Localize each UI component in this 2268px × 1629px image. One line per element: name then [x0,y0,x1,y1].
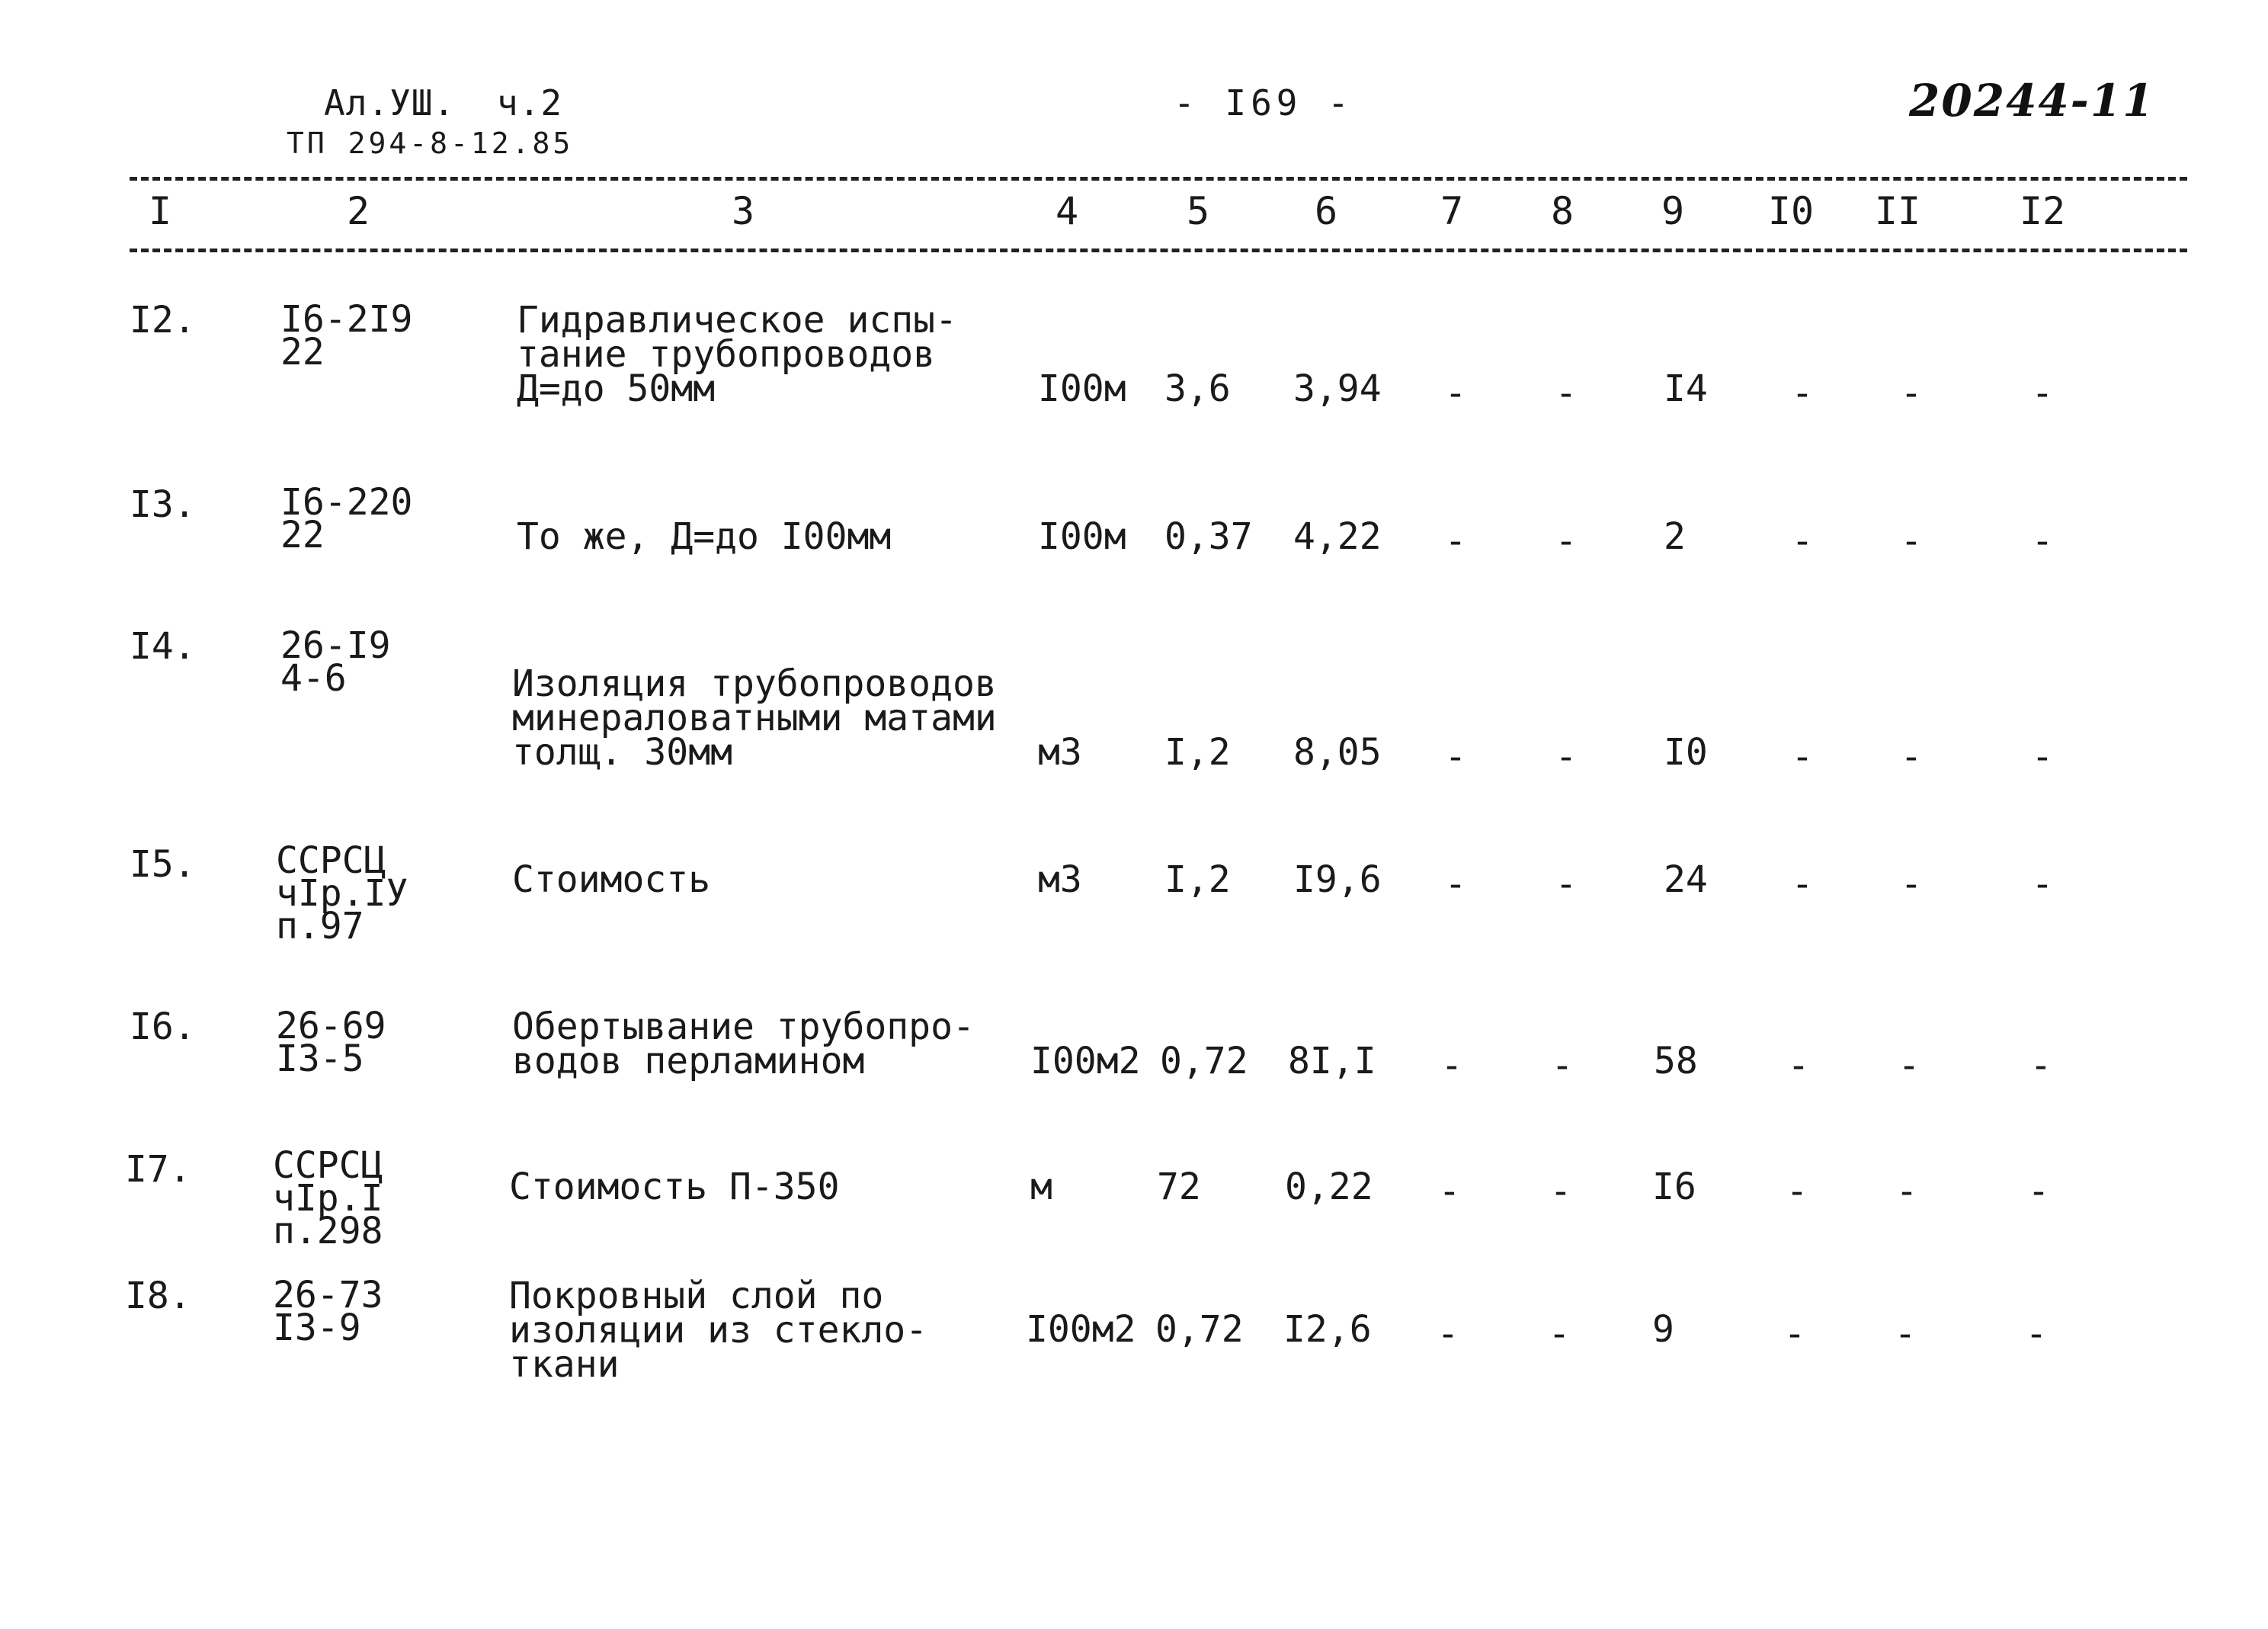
unit-rate: 8,05 [1293,731,1382,774]
quantity: 0,72 [1155,1308,1244,1351]
header-top-rule [130,177,2187,181]
column-7-value: - [1440,1044,1463,1087]
column-number: 2 [346,189,370,233]
header-bottom-rule [130,249,2187,252]
column-12-value: - [2031,520,2054,563]
column-10-value: - [1786,1170,1808,1213]
column-number: 7 [1440,189,1464,233]
quantity: 72 [1157,1166,1201,1208]
work-description: Обертывание трубопро- водов перламином [512,1005,975,1082]
column-11-value: - [1898,1044,1920,1087]
row-number: I6. [130,1005,196,1048]
column-8-value: - [1549,1170,1572,1213]
column-7-value: - [1444,520,1467,563]
column-11-value: - [1900,372,1923,415]
column-7-value: - [1438,1170,1461,1213]
work-description: Стоимость [512,858,711,901]
reference-code: ССРСЦ чIр.I п.298 [273,1144,383,1252]
column-number: I2 [2019,189,2066,233]
column-8-value: - [1551,1044,1574,1087]
column-7-value: - [1444,863,1467,906]
column-10-value: - [1791,520,1814,563]
column-9-value: 2 [1664,515,1686,558]
row-number: I3. [130,483,196,526]
project-code: ТП 294-8-12.85 [287,127,574,160]
column-12-value: - [2031,736,2054,778]
row-number: I8. [125,1275,191,1317]
column-8-value: - [1555,520,1578,563]
column-10-value: - [1791,863,1814,906]
work-description: Стоимость П-350 [509,1166,840,1208]
unit-rate: 8I,I [1288,1040,1376,1082]
column-11-value: - [1900,863,1923,906]
unit-rate: 0,22 [1285,1166,1373,1208]
column-10-value: - [1783,1313,1806,1355]
column-10-value: - [1791,736,1814,778]
column-number: 8 [1550,189,1574,233]
unit: I00м2 [1026,1308,1136,1351]
column-9-value: 9 [1652,1308,1674,1351]
column-number: 9 [1661,189,1685,233]
work-description: Покровный слой по изоляции из стекло- ткани [509,1275,928,1386]
unit-rate: 4,22 [1293,515,1382,558]
column-12-value: - [2029,1044,2052,1087]
column-9-value: I0 [1664,731,1708,774]
reference-code: I6-2I9 22 [280,298,413,374]
column-11-value: - [1900,520,1923,563]
column-number: 3 [731,189,755,233]
column-number: II [1874,189,1921,233]
column-number: I0 [1767,189,1815,233]
quantity: I,2 [1164,731,1231,774]
unit: м [1030,1166,1052,1208]
column-9-value: I6 [1652,1166,1696,1208]
column-8-value: - [1548,1313,1571,1355]
row-number: I2. [130,299,196,342]
unit: м3 [1038,731,1082,774]
column-12-value: - [2025,1313,2048,1355]
quantity: 3,6 [1164,367,1231,410]
column-11-value: - [1894,1313,1917,1355]
column-9-value: 58 [1654,1040,1698,1082]
reference-code: I6-220 22 [280,481,413,556]
unit: I00м [1038,367,1126,410]
work-description: То же, Д=до I00мм [517,515,892,558]
column-10-value: - [1791,372,1814,415]
column-12-value: - [2031,863,2054,906]
unit-rate: 3,94 [1293,367,1382,410]
quantity: 0,72 [1160,1040,1248,1082]
reference-code: 26-73 I3-9 [273,1274,383,1349]
column-12-value: - [2027,1170,2050,1213]
work-description: Гидравлическое испы- тание трубопроводов Д=до 50мм [517,299,957,410]
column-11-value: - [1895,1170,1918,1213]
unit-rate: I2,6 [1283,1308,1372,1351]
quantity: 0,37 [1164,515,1253,558]
reference-code: ССРСЦ чIр.IУ п.97 [276,839,408,948]
column-8-value: - [1555,863,1578,906]
row-number: I4. [130,625,196,668]
part-label: ч.2 [497,82,563,123]
unit: I00м [1038,515,1126,558]
album-label: Ал.УШ. [324,82,456,123]
quantity: I,2 [1164,858,1231,901]
column-8-value: - [1555,736,1578,778]
column-number: I [148,189,172,233]
unit: м3 [1038,858,1082,901]
row-number: I7. [125,1148,191,1191]
column-number: 6 [1314,189,1338,233]
column-7-value: - [1437,1313,1459,1355]
column-12-value: - [2031,372,2054,415]
column-9-value: 24 [1664,858,1708,901]
column-8-value: - [1555,372,1578,415]
unit: I00м2 [1030,1040,1141,1082]
reference-code: 26-I9 4-6 [280,624,391,700]
column-10-value: - [1787,1044,1810,1087]
row-number: I5. [130,843,196,886]
document-number: 20244-11 [1909,75,2155,127]
column-11-value: - [1900,736,1923,778]
column-9-value: I4 [1664,367,1708,410]
unit-rate: I9,6 [1293,858,1382,901]
column-7-value: - [1444,736,1467,778]
reference-code: 26-69 I3-5 [276,1005,386,1080]
column-number: 4 [1055,189,1079,233]
page-number: - I69 - [1174,82,1353,123]
work-description: Изоляция трубопроводов минераловатными матами толщ. 30мм [512,662,997,774]
column-7-value: - [1444,372,1467,415]
column-number: 5 [1186,189,1210,233]
